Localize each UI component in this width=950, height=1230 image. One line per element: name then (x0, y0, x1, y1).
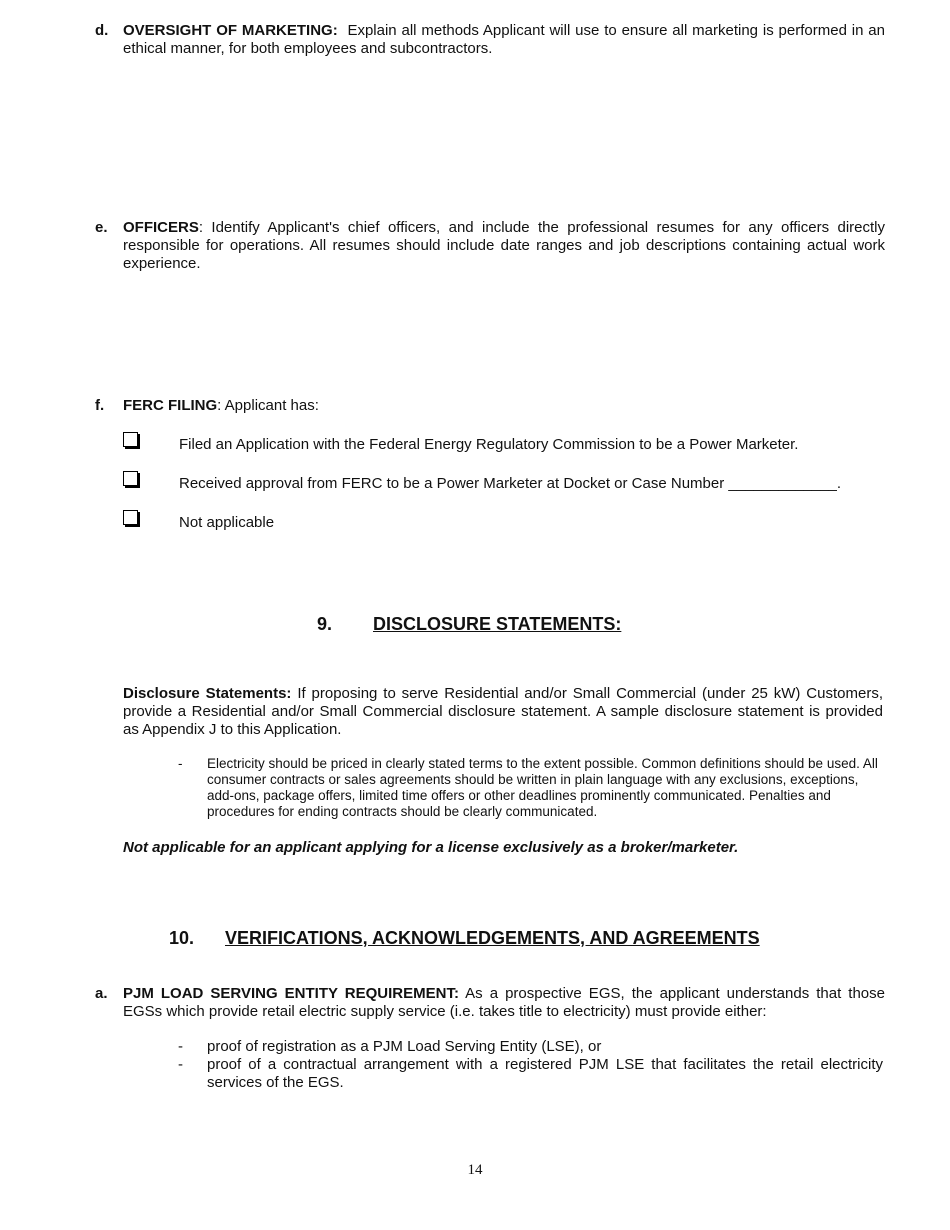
item-body (123, 219, 885, 273)
section-title: DISCLOSURE STATEMENTS: (373, 614, 622, 634)
item-heading: OFFICERS (123, 219, 199, 236)
checkbox-row-received[interactable] (123, 475, 883, 495)
checkbox[interactable] (123, 471, 138, 486)
section-9-heading (317, 615, 647, 637)
bullet-text: Electricity should be priced in clearly stated terms to the extent possible. Common definitions should be used. All consumer contracts or sales agreements should be written in plain language with any exclusions, exceptions, add-ons, package offers, limited time offers or other deadlines prominently communicated. Penalties and procedures for ending contracts should be clearly communicated. (207, 756, 878, 819)
paragraph-text: If proposing to serve Residential and/or Small Commercial (under 25 kW) Customers, provide a Residential and/or Small Commercial disclosure statement. A sample disclosure statement is provided as Appendix J to this Application. (123, 685, 883, 738)
item-a (95, 985, 885, 1021)
item-heading: FERC FILING (123, 397, 218, 414)
section-10-heading (169, 929, 789, 951)
bullet-text: proof of a contractual arrangement with a registered PJM LSE that facilitates the retail electricity services of the EGS. (207, 1056, 883, 1091)
item-e (95, 219, 885, 273)
section-number: 10. (169, 928, 195, 948)
item-f (95, 397, 885, 415)
bullet-text: proof of registration as a PJM Load Serving Entity (LSE), or (207, 1038, 602, 1055)
item-text: Explain all methods Applicant will use to ensure all marketing is performed in an ethical manner, for both employees and subcontractors. (123, 22, 885, 57)
item-body (123, 985, 885, 1021)
disclosure-paragraph (123, 685, 883, 739)
checkbox-label: Filed an Application with the Federal Energy Regulatory Commission to be a Power Marketer. (179, 436, 799, 453)
item-text: As a prospective EGS, the applicant understands that those EGSs which provide retail electric supply service (i.e. takes title to electricity) must provide either: (123, 985, 885, 1020)
item-body (123, 22, 885, 58)
checkbox-label: Not applicable (179, 514, 275, 531)
item-letter: d. (95, 22, 109, 39)
page-number: 14 (467, 1162, 483, 1178)
section-title: VERIFICATIONS, ACKNOWLEDGEMENTS, AND AGREEMENTS (225, 928, 760, 948)
bullet-dash: - (178, 1056, 183, 1073)
not-applicable-note: Not applicable for an applicant applying for a license exclusively as a broker/marketer. (123, 839, 739, 856)
checkbox[interactable] (123, 432, 138, 447)
checkbox-row-not-applicable[interactable] (123, 514, 883, 534)
item-text: : Identify Applicant's chief officers, and include the professional resumes for any officers directly responsible for operations. All resumes should include date ranges and job descriptions containing actual work experience. (123, 219, 885, 272)
checkbox-row-filed[interactable] (123, 436, 883, 456)
paragraph-heading: Disclosure Statements: (123, 685, 292, 702)
item-letter: e. (95, 219, 108, 236)
bullet-dash: - (178, 756, 183, 771)
checkbox[interactable] (123, 510, 138, 525)
item-letter: f. (95, 397, 105, 414)
item-letter: a. (95, 985, 108, 1002)
item-heading: PJM LOAD SERVING ENTITY REQUIREMENT: (123, 985, 459, 1002)
pjm-bullet (178, 1056, 883, 1092)
item-body (123, 397, 885, 415)
bullet-dash: - (178, 1038, 183, 1055)
item-heading: OVERSIGHT OF MARKETING: (123, 22, 338, 39)
section-number: 9. (317, 614, 333, 634)
item-text: : Applicant has: (217, 397, 319, 414)
item-d (95, 22, 885, 58)
disclosure-bullet (178, 756, 883, 820)
pjm-bullet (178, 1038, 883, 1056)
checkbox-label: Received approval from FERC to be a Power Marketer at Docket or Case Number _____________. (179, 475, 841, 492)
